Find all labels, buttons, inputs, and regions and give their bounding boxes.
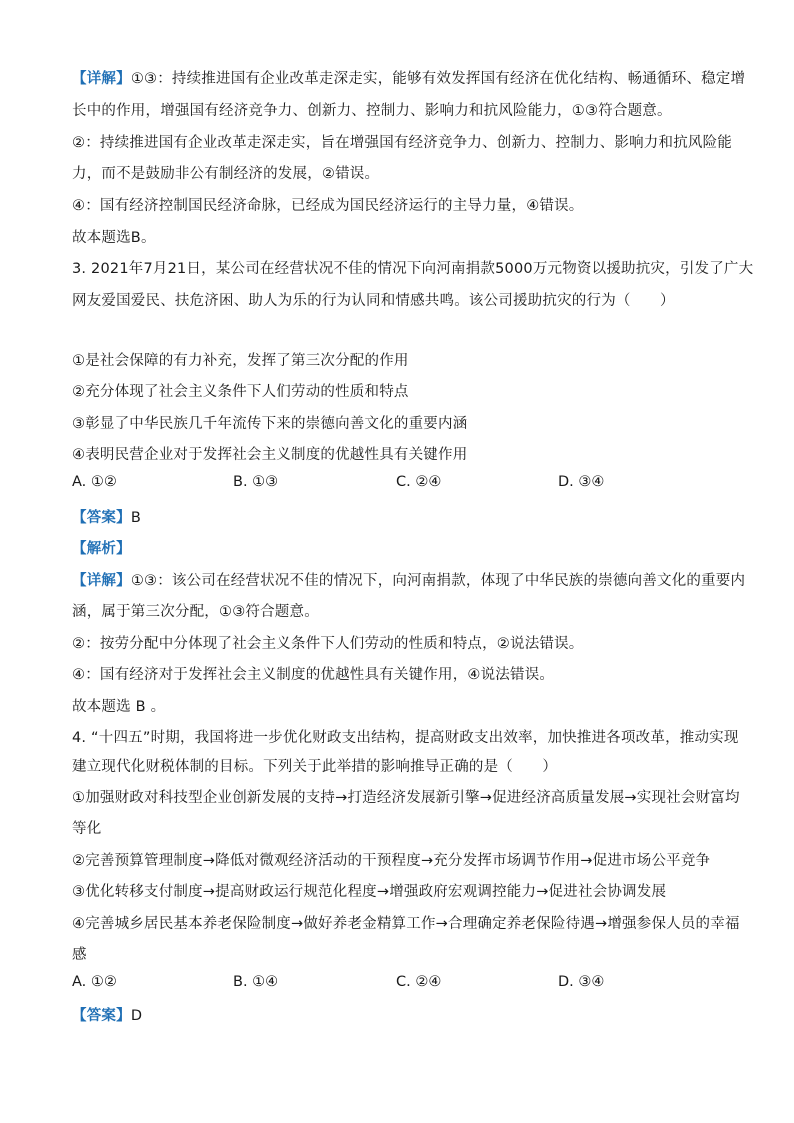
q3-stem-line-2: 网友爱国爱民、扶危济困、助人为乐的行为认同和情感共鸣。该公司援助抗灾的行为（ ） — [72, 293, 675, 309]
answer-tag: 【答案】 — [72, 510, 131, 526]
q2-detail-line-1: 【详解】①③：持续推进国有企业改革走深走实，能够有效发挥国有经济在优化结构、畅通循环、稳定增 — [72, 71, 746, 87]
q4-answer-value: D — [130, 1008, 143, 1024]
q3-detail-line-1: 【详解】①③：该公司在经营状况不佳的情况下，向河南捐款，体现了中华民族的崇德向善文化的重要内 — [72, 573, 746, 589]
q4-option-d: D. ③④ — [558, 974, 605, 990]
q4-item-1b: 等化 — [72, 821, 102, 837]
q3-option-b: B. ①③ — [233, 474, 279, 490]
q2-detail-line-5: ④：国有经济控制国民经济命脉，已经成为国民经济运行的主导力量，④错误。 — [72, 198, 584, 214]
q4-item-4a: ④完善城乡居民基本养老保险制度→做好养老金精算工作→合理确定养老保险待遇→增强参保人员的幸福 — [72, 916, 740, 932]
q3-item-4: ④表明民营企业对于发挥社会主义制度的优越性具有关键作用 — [72, 447, 468, 463]
q3-detail-line-4: ④：国有经济对于发挥社会主义制度的优越性具有关键作用，④说法错误。 — [72, 667, 555, 683]
q2-conclusion: 故本题选B。 — [72, 230, 156, 246]
q4-option-a: A. ①② — [72, 974, 117, 990]
q2-detail-line-2: 长中的作用，增强国有经济竞争力、创新力、控制力、影响力和抗风险能力，①③符合题意。 — [72, 103, 672, 119]
q3-item-2: ②充分体现了社会主义条件下人们劳动的性质和特点 — [72, 384, 409, 400]
q3-item-3: ③彰显了中华民族几千年流传下来的崇德向善文化的重要内涵 — [72, 416, 468, 432]
q4-answer — [72, 1004, 142, 1025]
q3-detail-line-2: 涵，属于第三次分配，①③符合题意。 — [72, 604, 319, 620]
answer-tag: 【答案】 — [72, 1008, 131, 1024]
q3-answer-value: B — [130, 510, 141, 526]
q4-stem-line-1: 4. “十四五”时期，我国将进一步优化财政支出结构，提高财政支出效率，加快推进各项改革，推动实现 — [72, 730, 739, 746]
q3-stem-line-1: 3. 2021年7月21日，某公司在经营状况不佳的情况下向河南捐款5000万元物资以援助抗灾，引发了广大 — [72, 261, 754, 277]
q4-option-c: C. ②④ — [396, 974, 442, 990]
q4-item-1a: ①加强财政对科技型企业创新发展的支持→打造经济发展新引擎→促进经济高质量发展→实现社会财富均 — [72, 790, 740, 806]
q3-item-1: ①是社会保障的有力补充，发挥了第三次分配的作用 — [72, 353, 409, 369]
q4-item-2: ②完善预算管理制度→降低对微观经济活动的干预程度→充分发挥市场调节作用→促进市场公平竞争 — [72, 853, 711, 869]
detail-tag: 【详解】 — [72, 573, 131, 589]
q3-option-c: C. ②④ — [396, 474, 442, 490]
q3-detail-line-3: ②：按劳分配中分体现了社会主义条件下人们劳动的性质和特点，②说法错误。 — [72, 636, 584, 652]
q3-option-a: A. ①② — [72, 474, 117, 490]
q3-answer — [72, 506, 141, 527]
q3-analysis-heading — [72, 537, 131, 558]
q4-item-4b: 感 — [72, 947, 87, 963]
q4-option-b: B. ①④ — [233, 974, 279, 990]
q2-detail-line-3: ②：持续推进国有企业改革走深走实，旨在增强国有经济竞争力、创新力、控制力、影响力和抗风险能 — [72, 135, 732, 151]
q4-item-3: ③优化转移支付制度→提高财政运行规范化程度→增强政府宏观调控能力→促进社会协调发展 — [72, 884, 667, 900]
q4-stem-line-2: 建立现代化财税体制的目标。下列关于此举措的影响推导正确的是（ ） — [72, 759, 558, 775]
analysis-tag: 【解析】 — [72, 541, 131, 557]
q2-detail-line-4: 力，而不是鼓励非公有制经济的发展，②错误。 — [72, 166, 380, 182]
q3-option-d: D. ③④ — [558, 474, 605, 490]
detail-tag: 【详解】 — [72, 71, 131, 87]
q3-conclusion: 故本题选 B 。 — [72, 699, 166, 715]
